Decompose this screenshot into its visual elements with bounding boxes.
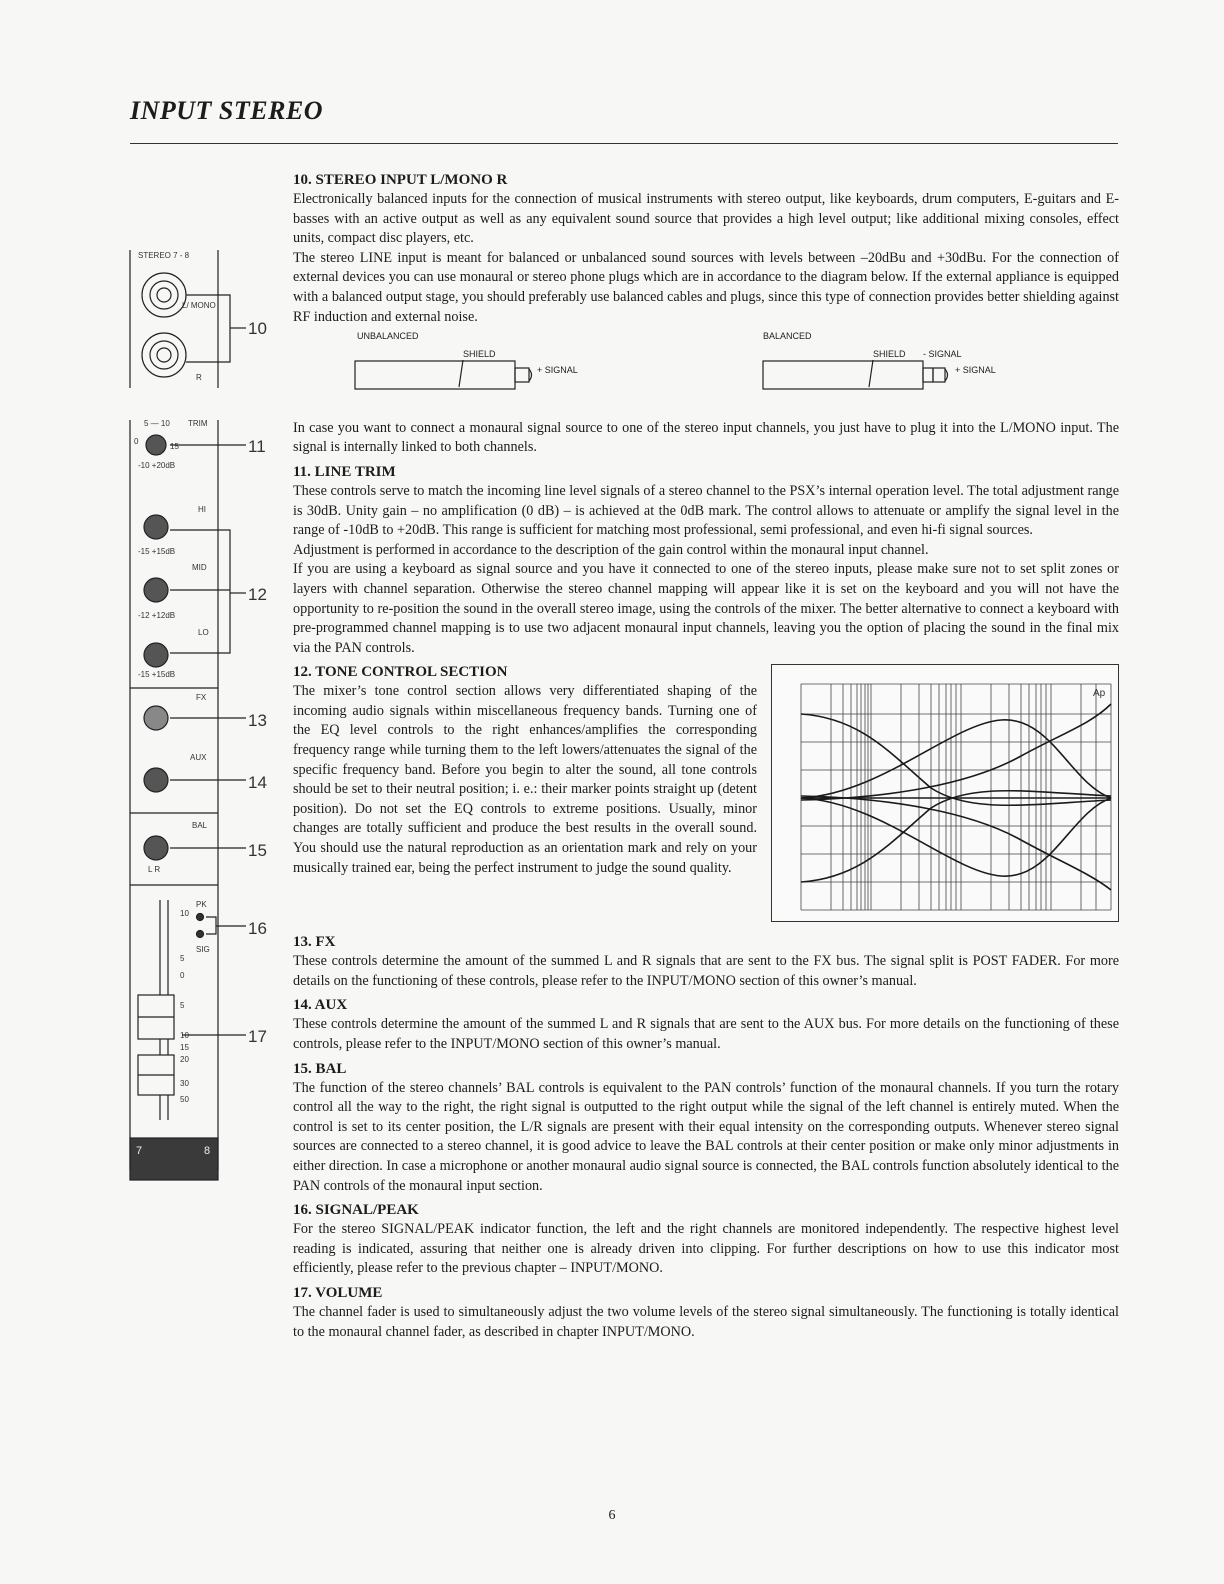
section-14 (293, 995, 1119, 1054)
mid-scale: -12 +12dB (138, 611, 176, 620)
unbalanced-label: UNBALANCED (357, 331, 419, 342)
section-11-p3: If you are using a keyboard as signal source and you have it connected to one of the stereo inputs, please make sure not to set split zones or layers with channel separation. Otherwise the stereo channel mapping will appear like it is set on the keyboard and you will not have the opportunity to re-position the sound in the overall stereo image, using the controls of the mixer. The better alternative to connect a keyboard with pre-programmed channel mapping is to use two adjacent monaural input channels, leaving you the option of placing the sound in the final mix via the PAN controls. (293, 561, 1119, 656)
section-14-heading: 14. AUX (293, 997, 348, 1014)
section-10-heading: 10. STEREO INPUT L/MONO R (293, 172, 508, 188)
fader-tick-5a: 5 (180, 954, 185, 963)
bal-scale: L R (148, 865, 161, 874)
lo-scale: -15 +15dB (138, 670, 176, 679)
fader-tick-30: 30 (180, 1079, 189, 1088)
unbal-signal-label: + SIGNAL (537, 365, 578, 376)
section-15-heading: 15. BAL (293, 1060, 347, 1077)
section-13 (293, 932, 1119, 991)
content-column (293, 170, 1119, 1346)
hi-label: HI (198, 505, 206, 514)
bal-label: BAL (192, 821, 208, 830)
aux-label: AUX (190, 753, 207, 762)
callout-17: 17 (248, 1027, 267, 1046)
fader-tick-15: 15 (180, 1043, 189, 1052)
hi-scale: -15 +15dB (138, 547, 176, 556)
page-number: 6 (608, 1508, 616, 1523)
page-title: INPUT STEREO (130, 96, 324, 125)
mid-label: MID (192, 563, 207, 572)
trim-scale-bottom: -10 +20dB (138, 461, 176, 470)
section-17 (293, 1283, 1119, 1342)
section-10-p3: In case you want to connect a monaural signal source to one of the stereo input channels, you just have to plug it into the L/MONO input. The signal is internally linked to both channels. (293, 419, 1119, 456)
fx-label: FX (196, 693, 207, 702)
callout-11: 11 (248, 437, 266, 456)
eq-frequency-response-chart (771, 664, 1119, 922)
bal-shield-label: SHIELD (873, 349, 906, 360)
title-rule (130, 143, 1118, 144)
channel-left: 7 (136, 1145, 143, 1157)
fader-tick-10b: 10 (180, 1031, 189, 1040)
fader-tick-10a: 10 (180, 909, 189, 918)
trim-scale-top: 5 — 10 (144, 419, 170, 428)
section-17-p1: The channel fader is used to simultaneously adjust the two volume levels of the stereo signal simultaneously. The functioning is totally identical to the monaural channel fader, as described in chapter INPUT/MONO. (293, 1304, 1119, 1340)
callout-16: 16 (248, 919, 267, 938)
section-10-p2: The stereo LINE input is meant for balanced or unbalanced sound sources with levels between –20dBu and +30dBu. For the connection of external devices you can use monaural or stereo phone plugs which are in accordance to the diagram below. If the external appliance is equipped with a balanced output stage, you should preferably use balanced cables and plugs, since this type of connection provides better shielding against RF induction and external noise. (293, 249, 1119, 325)
section-11-heading: 11. LINE TRIM (293, 463, 396, 480)
trim-scale-left: 0 (134, 437, 139, 446)
section-15 (293, 1059, 1119, 1197)
fader-tick-5b: 5 (180, 1001, 185, 1010)
section-16-p1: For the stereo SIGNAL/PEAK indicator function, the left and the right channels are monitored independently. The respective highest level reading is indicated, assuring that neither one is already driven into clipping. For further descriptions on how to use this indicator most efficiently, please refer to the previous chapter – INPUT/MONO. (293, 1221, 1119, 1277)
channel-strip-illustration (120, 240, 290, 1190)
trim-label: TRIM (188, 419, 208, 428)
fader-tick-50: 50 (180, 1095, 189, 1104)
section-17-heading: 17. VOLUME (293, 1285, 383, 1301)
bal-plus-signal-label: + SIGNAL (955, 365, 996, 376)
trim-scale-right: 15 (170, 442, 179, 451)
lo-label: LO (198, 628, 209, 637)
channel-right: 8 (204, 1145, 211, 1157)
section-12-heading: 12. TONE CONTROL SECTION (293, 664, 508, 681)
sig-label: SIG (196, 945, 210, 954)
section-11 (293, 462, 1119, 658)
callout-13: 13 (248, 711, 267, 730)
section-13-heading: 13. FX (293, 934, 336, 951)
section-14-p1: These controls determine the amount of the summed L and R signals that are sent to the AUX bus. For more details on the functioning of these controls, please refer to the INPUT/MONO section of this owner’s manual. (293, 1016, 1119, 1053)
unbal-shield-label: SHIELD (463, 349, 496, 360)
callout-10: 10 (248, 319, 267, 338)
strip-top-label: STEREO 7 - 8 (138, 251, 190, 260)
section-11-p1: These controls serve to match the incoming line level signals of a stereo channel to the PSX’s internal operation level. The total adjustment range is 30dB. Unity gain – no amplification (0 dB) – is achieved at the 0dB mark. The control allows to attenuate or amplify the signal level in the range of -10dB to +20dB. This range is sufficient for matching most professional, semi professional, and even hi-fi signal sources. (293, 482, 1119, 539)
balanced-label: BALANCED (763, 331, 812, 342)
pk-label: PK (196, 900, 207, 909)
section-10-p1: Electronically balanced inputs for the connection of musical instruments with stereo output, like keyboards, drum computers, E-guitars and E-basses with an active output as well as any equivalent sound source that provides a high level output; like additional mixing consoles, effect units, compact disc players, etc. (293, 191, 1119, 247)
fader-tick-0: 0 (180, 971, 185, 980)
plug-wiring-diagram (293, 327, 1119, 412)
jack-lmono-label: L/ MONO (182, 301, 216, 310)
section-16-heading: 16. SIGNAL/PEAK (293, 1202, 419, 1219)
section-15-p1: The function of the stereo channels’ BAL controls is equivalent to the PAN controls’ function of the monaural channels. If you turn the rotary control all the way to the right, the right signal is outputted to the right output while the signal of the left channel is entirely muted. When the control is set to its center position, the L/R signals are present with their equal intensity on the corresponding outputs. Whenever stereo signal sources are connected to a stereo channel, it is good advice to leave the BAL controls at their center position or make only minor adjustments in either direction. In case a microphone or another monaural audio signal source is connected, the BAL controls function absolutely identical to the PAN controls of the monaural input section. (293, 1079, 1119, 1194)
section-13-p1: These controls determine the amount of the summed L and R signals that are sent to the FX bus. The signal split is POST FADER. For more details on the functioning of these controls, please refer to the INPUT/MONO section of this owner’s manual. (293, 953, 1119, 989)
section-12 (293, 662, 1119, 928)
section-11-p2: Adjustment is performed in accordance to the description of the gain control within the monaural input channel. (293, 541, 929, 558)
section-12-p1: The mixer’s tone control section allows very differentiated shaping of the incoming audio signals within miscellaneous frequency bands. Turning one of the EQ level controls to the right enhances/amplifies the corresponding frequency range while turning them to the left lowers/attenuates the signal of the specific frequency band. Before you begin to alter the sound, all tone controls should be set to their neutral position; i. e.: their marker points straight up (detent position). Do not set the EQ controls to extreme positions. Usually, minor changes are totally sufficient and produce the best results in the overall sound. You should use the natural reproduction as an orientation mark and rely on your musically trained ear, being the perfect instrument to judge the sound quality. (293, 683, 757, 876)
callout-12: 12 (248, 585, 267, 604)
callout-14: 14 (248, 773, 267, 792)
callout-15: 15 (248, 841, 267, 860)
eq-chart-corner-label: Ap (1093, 688, 1106, 700)
section-16 (293, 1200, 1119, 1279)
fader-tick-20: 20 (180, 1055, 189, 1064)
section-10 (293, 170, 1119, 458)
jack-r-label: R (196, 373, 202, 382)
bal-minus-signal-label: - SIGNAL (923, 349, 962, 360)
